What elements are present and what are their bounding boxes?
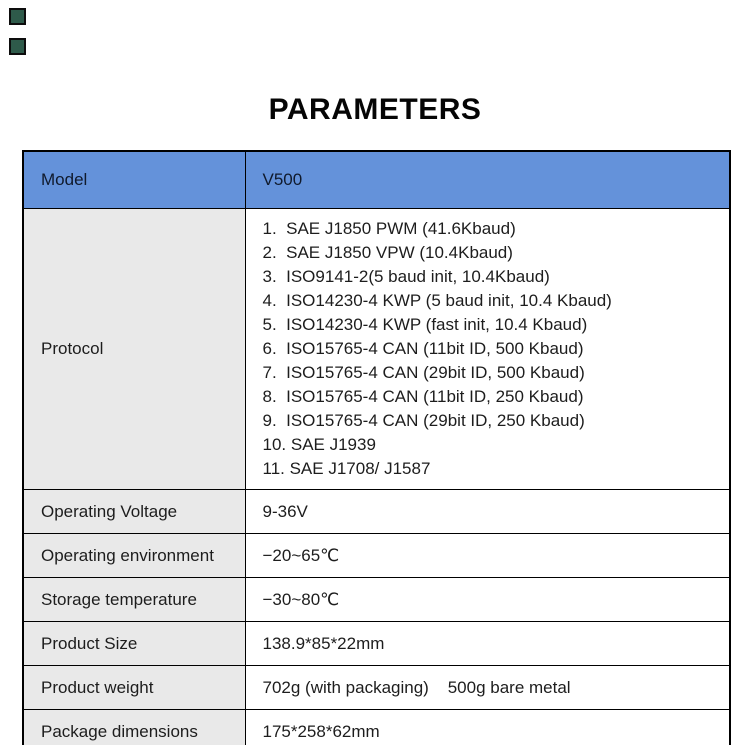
protocol-label-cell: Protocol (23, 209, 245, 490)
spec-row-product-weight (23, 666, 730, 710)
spec-label-cell: Package dimensions (23, 710, 245, 745)
protocol-row (23, 209, 730, 490)
spec-row-package-dimensions (23, 710, 730, 745)
protocol-item: 2. SAE J1850 VPW (10.4Kbaud) (262, 243, 513, 262)
spec-label-cell: Storage temperature (23, 578, 245, 622)
corner-marker-icon (9, 8, 26, 25)
spec-value-cell: −30~80℃ (245, 578, 730, 622)
parameters-table (22, 150, 731, 745)
protocol-item: 6. ISO15765-4 CAN (11bit ID, 500 Kbaud) (262, 339, 584, 358)
spec-value-cell: 9-36V (245, 490, 730, 534)
protocol-item: 11. SAE J1708/ J1587 (262, 459, 431, 478)
spec-row-operating-voltage (23, 490, 730, 534)
model-label-cell: Model (23, 151, 245, 209)
protocol-list (245, 209, 730, 490)
protocol-item: 7. ISO15765-4 CAN (29bit ID, 500 Kbaud) (262, 363, 585, 382)
protocol-item: 1. SAE J1850 PWM (41.6Kbaud) (262, 219, 516, 238)
spec-label-cell: Operating Voltage (23, 490, 245, 534)
spec-value-cell: 702g (with packaging) 500g bare metal (245, 666, 730, 710)
protocol-item: 4. ISO14230-4 KWP (5 baud init, 10.4 Kbaud) (262, 291, 612, 310)
spec-label-cell: Product Size (23, 622, 245, 666)
spec-label-cell: Operating environment (23, 534, 245, 578)
spec-value-cell: 138.9*85*22mm (245, 622, 730, 666)
protocol-item: 3. ISO9141-2(5 baud init, 10.4Kbaud) (262, 267, 550, 286)
spec-value-cell: 175*258*62mm (245, 710, 730, 745)
model-value-cell: V500 (245, 151, 730, 209)
spec-label-cell: Product weight (23, 666, 245, 710)
table-header-row (23, 151, 730, 209)
protocol-item: 8. ISO15765-4 CAN (11bit ID, 250 Kbaud) (262, 387, 584, 406)
corner-marker-icon (9, 38, 26, 55)
spec-row-product-size (23, 622, 730, 666)
spec-row-storage-temperature (23, 578, 730, 622)
protocol-item: 9. ISO15765-4 CAN (29bit ID, 250 Kbaud) (262, 411, 585, 430)
spec-row-operating-environment (23, 534, 730, 578)
page-title: PARAMETERS (268, 93, 482, 126)
protocol-item: 5. ISO14230-4 KWP (fast init, 10.4 Kbaud) (262, 315, 588, 334)
protocol-item: 10. SAE J1939 (262, 435, 376, 454)
spec-value-cell: −20~65℃ (245, 534, 730, 578)
